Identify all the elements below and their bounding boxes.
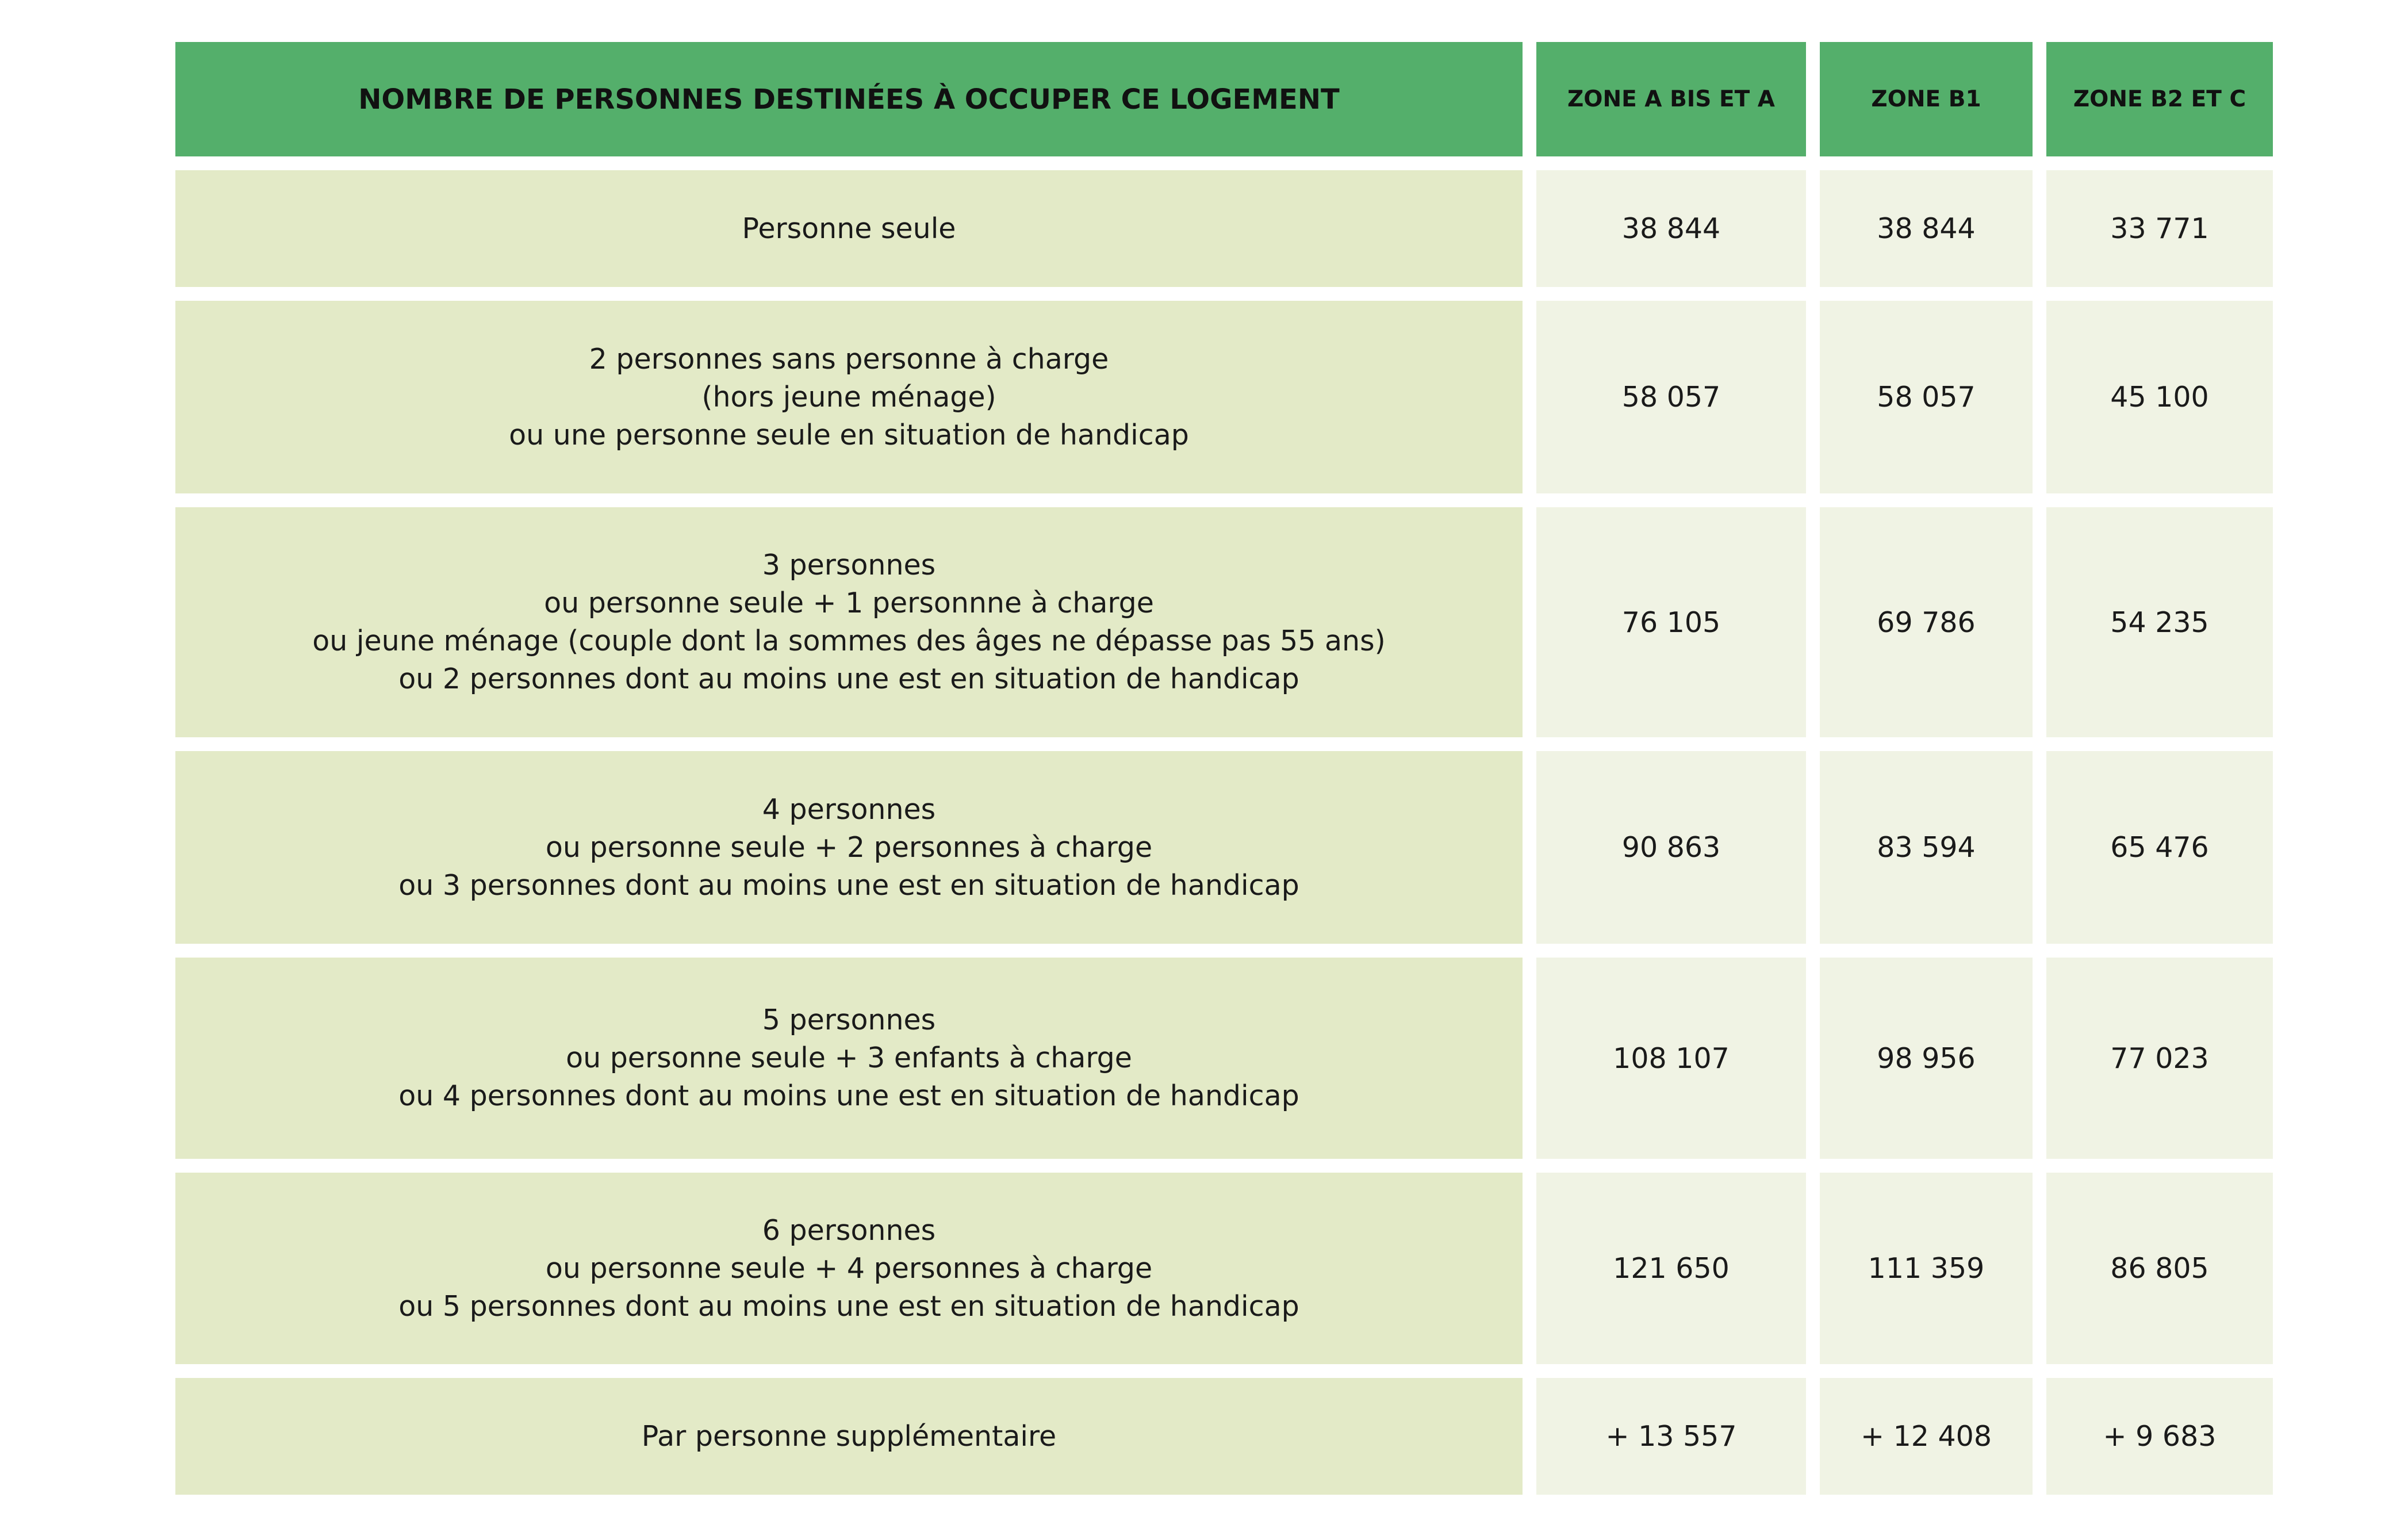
value-zone-a-bis-a: 121 650 (1536, 1173, 1806, 1364)
value-zone-b1: 111 359 (1820, 1173, 2033, 1364)
row-label-3-personnes (175, 507, 1523, 737)
value-zone-b1: + 12 408 (1820, 1378, 2033, 1495)
row-label-line: ou personne seule + 2 personnes à charge (545, 830, 1153, 864)
value-zone-b1: 69 786 (1820, 507, 2033, 737)
row-label-2-personnes (175, 301, 1523, 493)
row-label-line: ou 3 personnes dont au moins une est en situation de handicap (398, 868, 1299, 902)
value-zone-b1: 83 594 (1820, 751, 2033, 944)
row-label-6-personnes (175, 1173, 1523, 1364)
value-zone-a-bis-a: 108 107 (1536, 958, 1806, 1159)
row-label-line: 4 personnes (762, 792, 936, 826)
value-zone-b2-c: 33 771 (2046, 170, 2273, 287)
row-label-line: ou 5 personnes dont au moins une est en situation de handicap (398, 1289, 1299, 1323)
header-zone-a-bis-a: ZONE A BIS ET A (1536, 42, 1806, 156)
row-label-line: ou 4 personnes dont au moins une est en situation de handicap (398, 1079, 1299, 1112)
value-zone-b2-c: + 9 683 (2046, 1378, 2273, 1495)
value-zone-b2-c: 86 805 (2046, 1173, 2273, 1364)
row-label-line: 3 personnes (762, 549, 936, 581)
value-zone-b1: 98 956 (1820, 958, 2033, 1159)
value-zone-a-bis-a: + 13 557 (1536, 1378, 1806, 1495)
row-label-line: 5 personnes (762, 1004, 936, 1036)
row-label-line: ou jeune ménage (couple dont la sommes des âges ne dépasse pas 55 ans) (312, 625, 1386, 657)
header-household-size: NOMBRE DE PERSONNES DESTINÉES À OCCUPER CE LOGEMENT (175, 42, 1523, 156)
value-zone-a-bis-a: 90 863 (1536, 751, 1806, 944)
row-label-line: Par personne supplémentaire (641, 1419, 1057, 1453)
row-label-line: (hors jeune ménage) (701, 380, 996, 413)
value-zone-b1: 58 057 (1820, 301, 2033, 493)
row-label-line: ou personne seule + 3 enfants à charge (566, 1042, 1132, 1074)
header-zone-b2-c: ZONE B2 ET C (2046, 42, 2273, 156)
value-zone-a-bis-a: 76 105 (1536, 507, 1806, 737)
row-label-line: 2 personnes sans personne à charge (589, 342, 1109, 376)
row-label-line: ou personne seule + 4 personnes à charge (545, 1251, 1153, 1285)
value-zone-b1: 38 844 (1820, 170, 2033, 287)
row-label-line: ou 2 personnes dont au moins une est en situation de handicap (398, 663, 1299, 695)
value-zone-a-bis-a: 38 844 (1536, 170, 1806, 287)
value-zone-a-bis-a: 58 057 (1536, 301, 1806, 493)
row-label-personne-seule (175, 170, 1523, 287)
row-label-4-personnes (175, 751, 1523, 944)
value-zone-b2-c: 65 476 (2046, 751, 2273, 944)
row-label-line: 6 personnes (762, 1213, 936, 1247)
row-label-par-personne-supplementaire (175, 1378, 1523, 1495)
row-label-line: Personne seule (742, 212, 956, 245)
row-label-line: ou personne seule + 1 personnne à charge (544, 587, 1154, 619)
header-zone-b1: ZONE B1 (1820, 42, 2033, 156)
row-label-5-personnes (175, 958, 1523, 1159)
row-label-line: ou une personne seule en situation de handicap (509, 418, 1189, 451)
value-zone-b2-c: 45 100 (2046, 301, 2273, 493)
value-zone-b2-c: 54 235 (2046, 507, 2273, 737)
value-zone-b2-c: 77 023 (2046, 958, 2273, 1159)
income-ceiling-table (175, 42, 2273, 1495)
